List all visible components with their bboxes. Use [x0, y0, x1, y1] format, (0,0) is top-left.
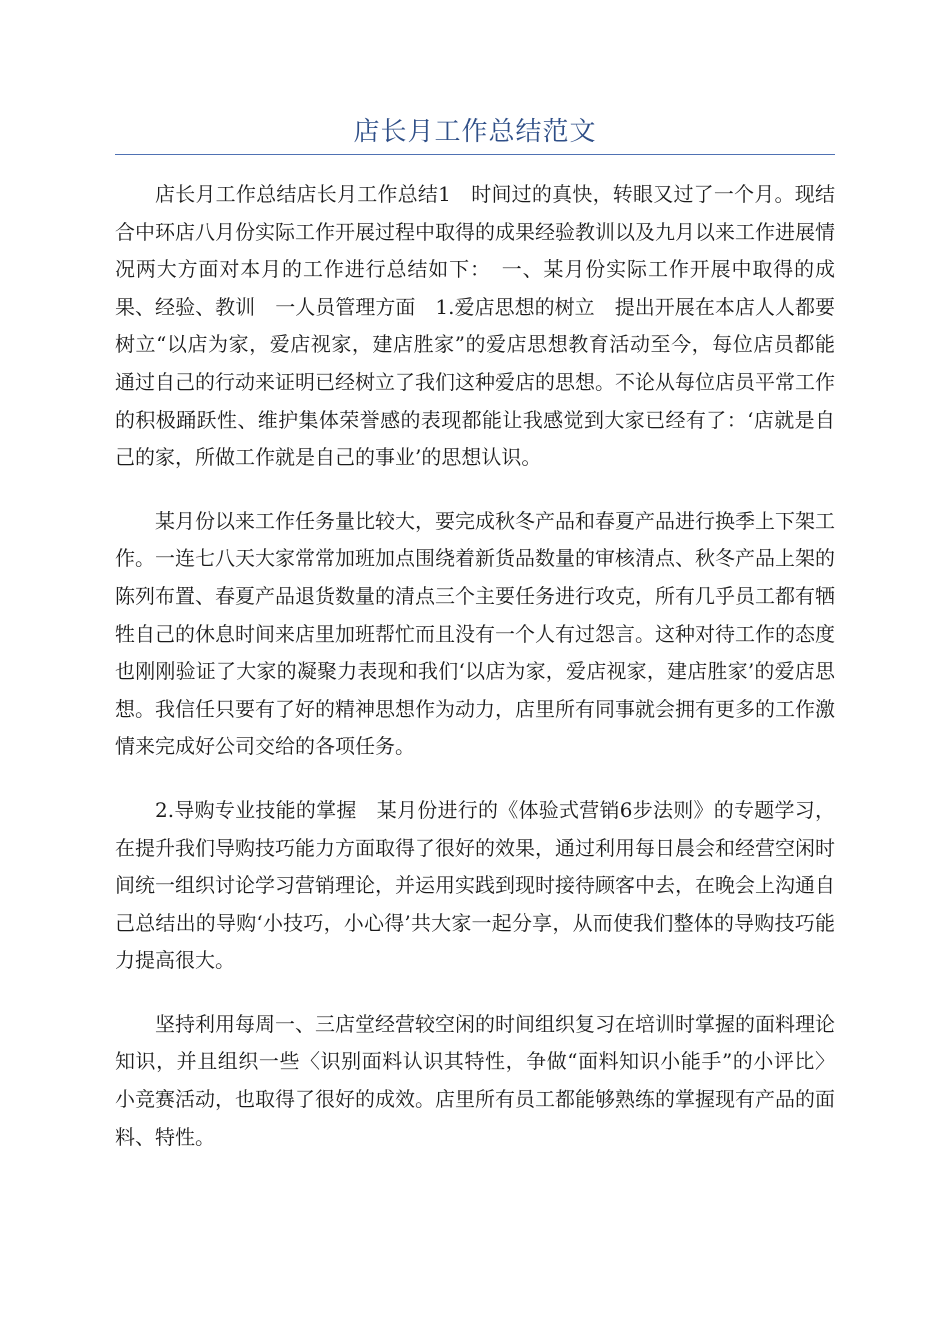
- paragraph-4: 坚持利用每周一、三店堂经营较空闲的时间组织复习在培训时掌握的面料理论知识，并且组织一些〈识别面料认识其特性，争做“面料知识小能手”的小评比〉小竞赛活动，也取得了很好的成效。店里所有员工都能够熟练的掌握现有产品的面料、特性。: [115, 1011, 835, 1149]
- paragraph-2: 某月份以来工作任务量比较大，要完成秋冬产品和春夏产品进行换季上下架工作。一连七八天大家常常加班加点围绕着新货品数量的审核清点、秋冬产品上架的陈列布置、春夏产品退货数量的清点三个主要任务进行攻克，所有几乎员工都有牺牲自己的休息时间来店里加班帮忙而且没有一个人有过怨言。这种对待工作的态度也刚刚验证了大家的凝聚力表现和我们‘以店为家，爱店视家，建店胜家’的爱店思想。我信任只要有了好的精神思想作为动力，店里所有同事就会拥有更多的工作激情来完成好公司交给的各项任务。: [115, 508, 835, 759]
- document-body: [115, 176, 835, 1182]
- document-title: 店长月工作总结范文: [353, 117, 597, 147]
- paragraph-3: 2.导购专业技能的掌握 某月份进行的《体验式营销6步法则》的专题学习，在提升我们导购技巧能力方面取得了很好的效果，通过利用每日晨会和经营空闲时间统一组织讨论学习营销理论，并运用实践到现时接待顾客中去，在晚会上沟通自己总结出的导购‘小技巧，小心得’共大家一起分享，从而使我们整体的导购技巧能力提高很大。: [115, 797, 835, 973]
- paragraph-1: 店长月工作总结店长月工作总结1 时间过的真快，转眼又过了一个月。现结合中环店八月份实际工作开展过程中取得的成果经验教训以及九月以来工作进展情况两大方面对本月的工作进行总结如下： 一、某月份实际工作开展中取得的成果、经验、教训 一人员管理方面 1.爱店思想的树立 提出开展在本店人人都要树立“以店为家，爱店视家，建店胜家”的爱店思想教育活动至今，每位店员都能通过自己的行动来证明已经树立了我们这种爱店的思想。不论从每位店员平常工作的积极踊跃性、维护集体荣誉感的表现都能让我感觉到大家已经有了：‘店就是自己的家，所做工作就是自己的事业’的思想认识。: [115, 182, 835, 470]
- title-underline: [115, 154, 835, 155]
